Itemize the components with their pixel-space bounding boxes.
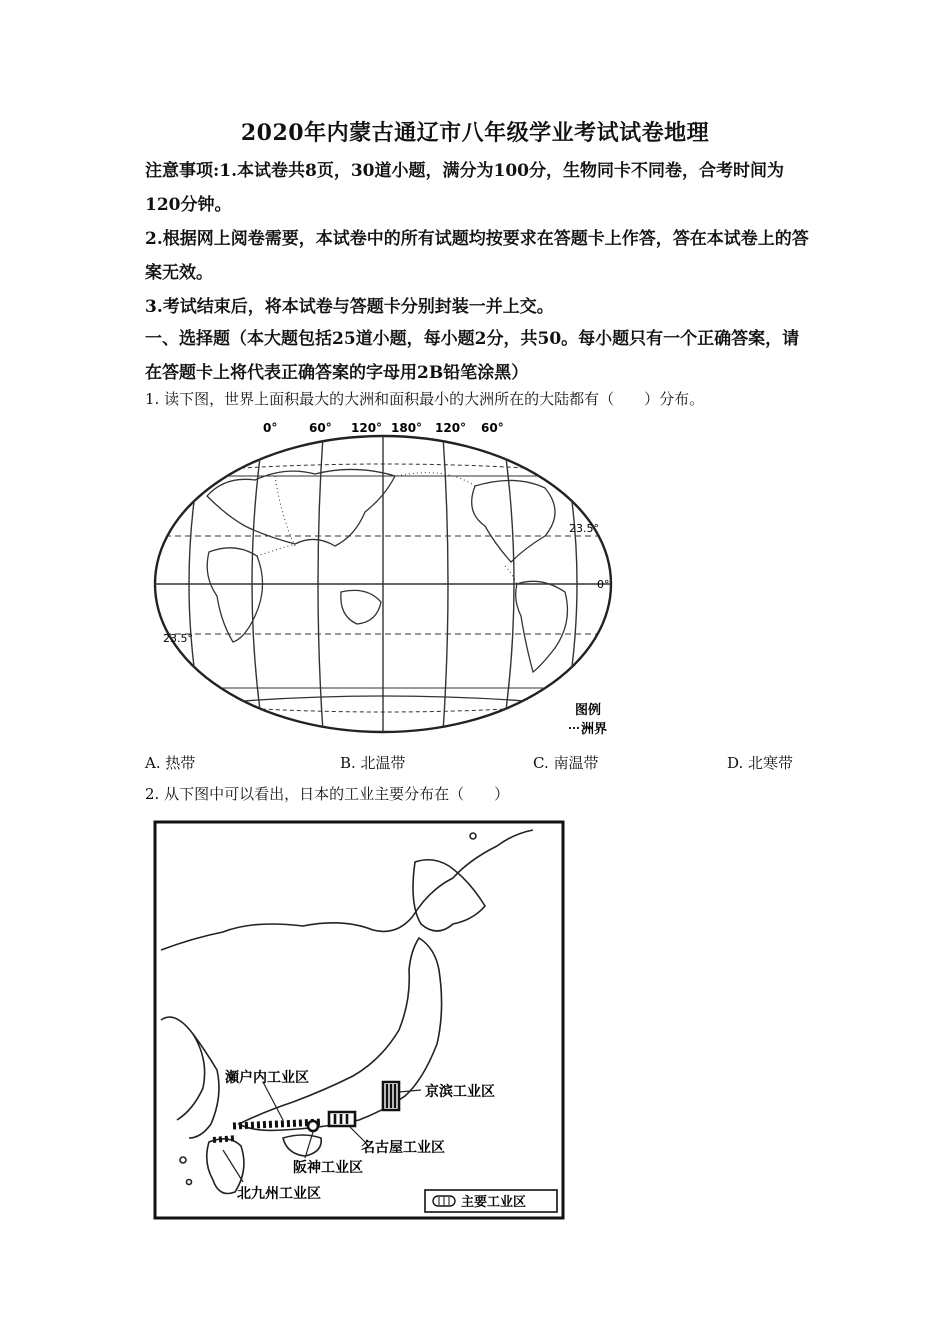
option-a: A. 热带: [145, 754, 196, 772]
page-title: 2020年内蒙古通辽市八年级学业考试试卷地理: [240, 120, 710, 146]
lon-label-2: 120°: [351, 421, 383, 435]
option-b: B. 北温带: [340, 754, 406, 772]
note-3: 3.考试结束后，将本试卷与答题卡分别封装一并上交。: [145, 297, 554, 317]
legend-title: 图例: [575, 703, 602, 718]
japan-map-figure: [153, 820, 565, 1220]
hanshin-label: 阪神工业区: [293, 1160, 363, 1176]
japan-map: [153, 820, 565, 1220]
keihin-label: 京滨工业区: [425, 1084, 495, 1100]
lon-label-4: 120°: [435, 421, 467, 435]
lat-label-north: 23.5°: [569, 522, 599, 535]
nagoya-label: 名古屋工业区: [361, 1140, 445, 1156]
setouchi-label: 瀬户内工业区: [225, 1070, 309, 1086]
kitakyushu-label: 北九州工业区: [237, 1186, 321, 1202]
world-map-figure: [145, 416, 625, 742]
lat-label-equator: 0°: [597, 578, 610, 591]
lon-label-0: 0°: [263, 421, 278, 435]
option-d: D. 北寒带: [727, 754, 794, 772]
option-c: C. 南温带: [533, 754, 599, 772]
note-1: 注意事项:1.本试卷共8页，30道小题，满分为100分，生物同卡不同卷，合考时间为120分钟。: [145, 161, 784, 215]
lon-label-3: 180°: [391, 421, 423, 435]
legend-item: 洲界: [581, 722, 608, 737]
lat-label-south: 23.5°: [163, 632, 193, 645]
japan-legend-label: 主要工业区: [461, 1195, 527, 1210]
lon-label-1: 60°: [309, 421, 332, 435]
lon-label-5: 60°: [481, 421, 504, 435]
question-2-stem: 2. 从下图中可以看出，日本的工业主要分布在（ ）: [145, 785, 510, 803]
question-1-stem: 1. 读下图，世界上面积最大的大洲和面积最小的大洲所在的大陆都有（ ）分布。: [145, 390, 705, 408]
world-map: [145, 416, 625, 742]
hanshin-zone: [308, 1121, 318, 1131]
note-2: 2.根据网上阅卷需要，本试卷中的所有试题均按要求在答题卡上作答，答在本试卷上的答案无效。: [145, 229, 809, 283]
section-heading: 一、选择题（本大题包括25道小题，每小题2分，共50。每小题只有一个正确答案，请在答题卡上将代表正确答案的字母用2B铅笔涂黑）: [145, 329, 800, 383]
